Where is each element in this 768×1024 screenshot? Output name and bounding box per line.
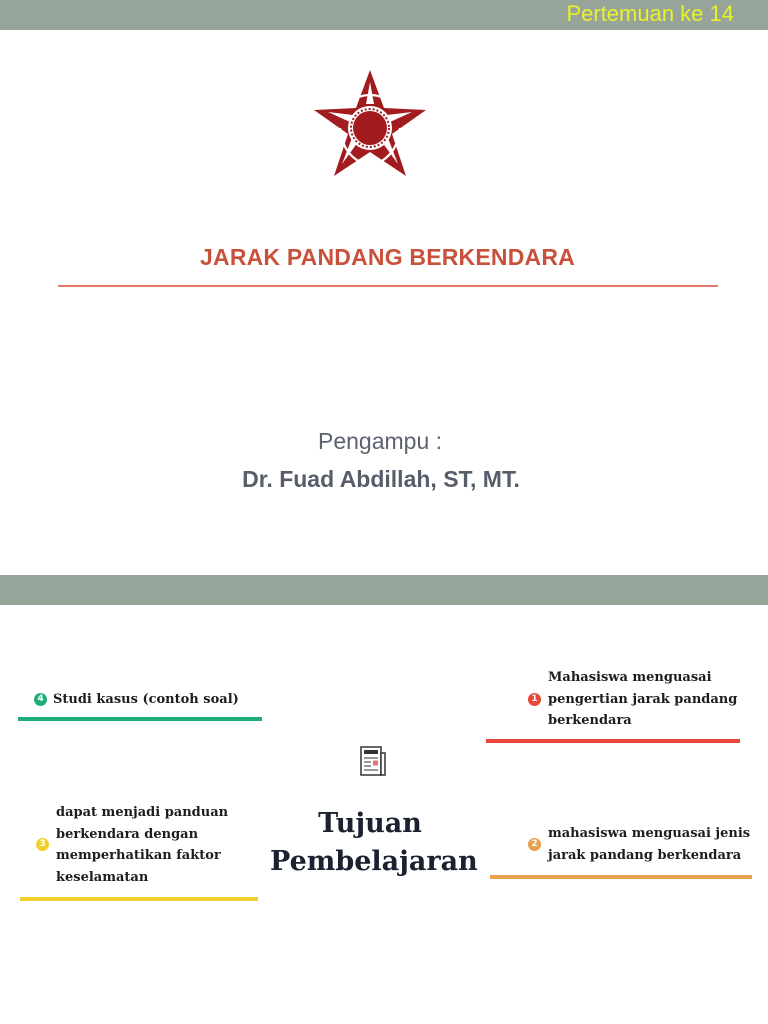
center-title-line-1: Tujuan	[318, 808, 422, 839]
objective-2-bar	[490, 875, 752, 879]
objective-3-line-1: dapat menjadi panduan	[56, 805, 229, 820]
lecturer-name: Dr. Fuad Abdillah, ST, MT.	[242, 466, 520, 492]
news-document-icon	[359, 745, 387, 779]
center-title-line-2: Pembelajaran	[270, 846, 478, 877]
objectives-slide	[0, 575, 768, 1024]
objective-item-4	[53, 689, 239, 711]
header-band	[0, 0, 768, 30]
objective-2-line-1: mahasiswa menguasai jenis	[548, 826, 751, 841]
badge-4: 4	[34, 693, 47, 706]
lecturer-label: Pengampu :	[317, 428, 443, 454]
objective-1-line-3: berkendara	[548, 713, 632, 728]
objective-1-line-1: Mahasiswa menguasai	[548, 670, 712, 685]
objective-1-bar	[486, 739, 740, 743]
header-band	[0, 575, 768, 605]
center-title	[270, 805, 478, 881]
objective-3-line-3: memperhatikan faktor	[56, 848, 221, 863]
objective-4-bar	[18, 717, 262, 721]
badge-1: 1	[528, 693, 541, 706]
objective-4-line-1: Studi kasus (contoh soal)	[53, 692, 239, 707]
objective-item-3	[56, 802, 228, 888]
objective-3-bar	[20, 897, 258, 901]
badge-2: 2	[528, 838, 541, 851]
badge-3: 3	[36, 838, 49, 851]
objective-1-line-2: pengertian jarak pandang	[548, 691, 738, 707]
objective-2-line-2: jarak pandang berkendara	[548, 847, 742, 863]
title-underline	[58, 285, 718, 287]
pentagon-star-emblem-icon	[312, 68, 428, 180]
objective-3-line-2: berkendara dengan	[56, 826, 199, 842]
slide-title: JARAK PANDANG BERKENDARA	[200, 244, 575, 270]
objective-item-1	[548, 667, 737, 732]
objective-3-line-4: keselamatan	[56, 869, 149, 885]
meeting-number-label: Pertemuan ke 14	[566, 1, 734, 26]
objective-item-2	[548, 823, 750, 866]
